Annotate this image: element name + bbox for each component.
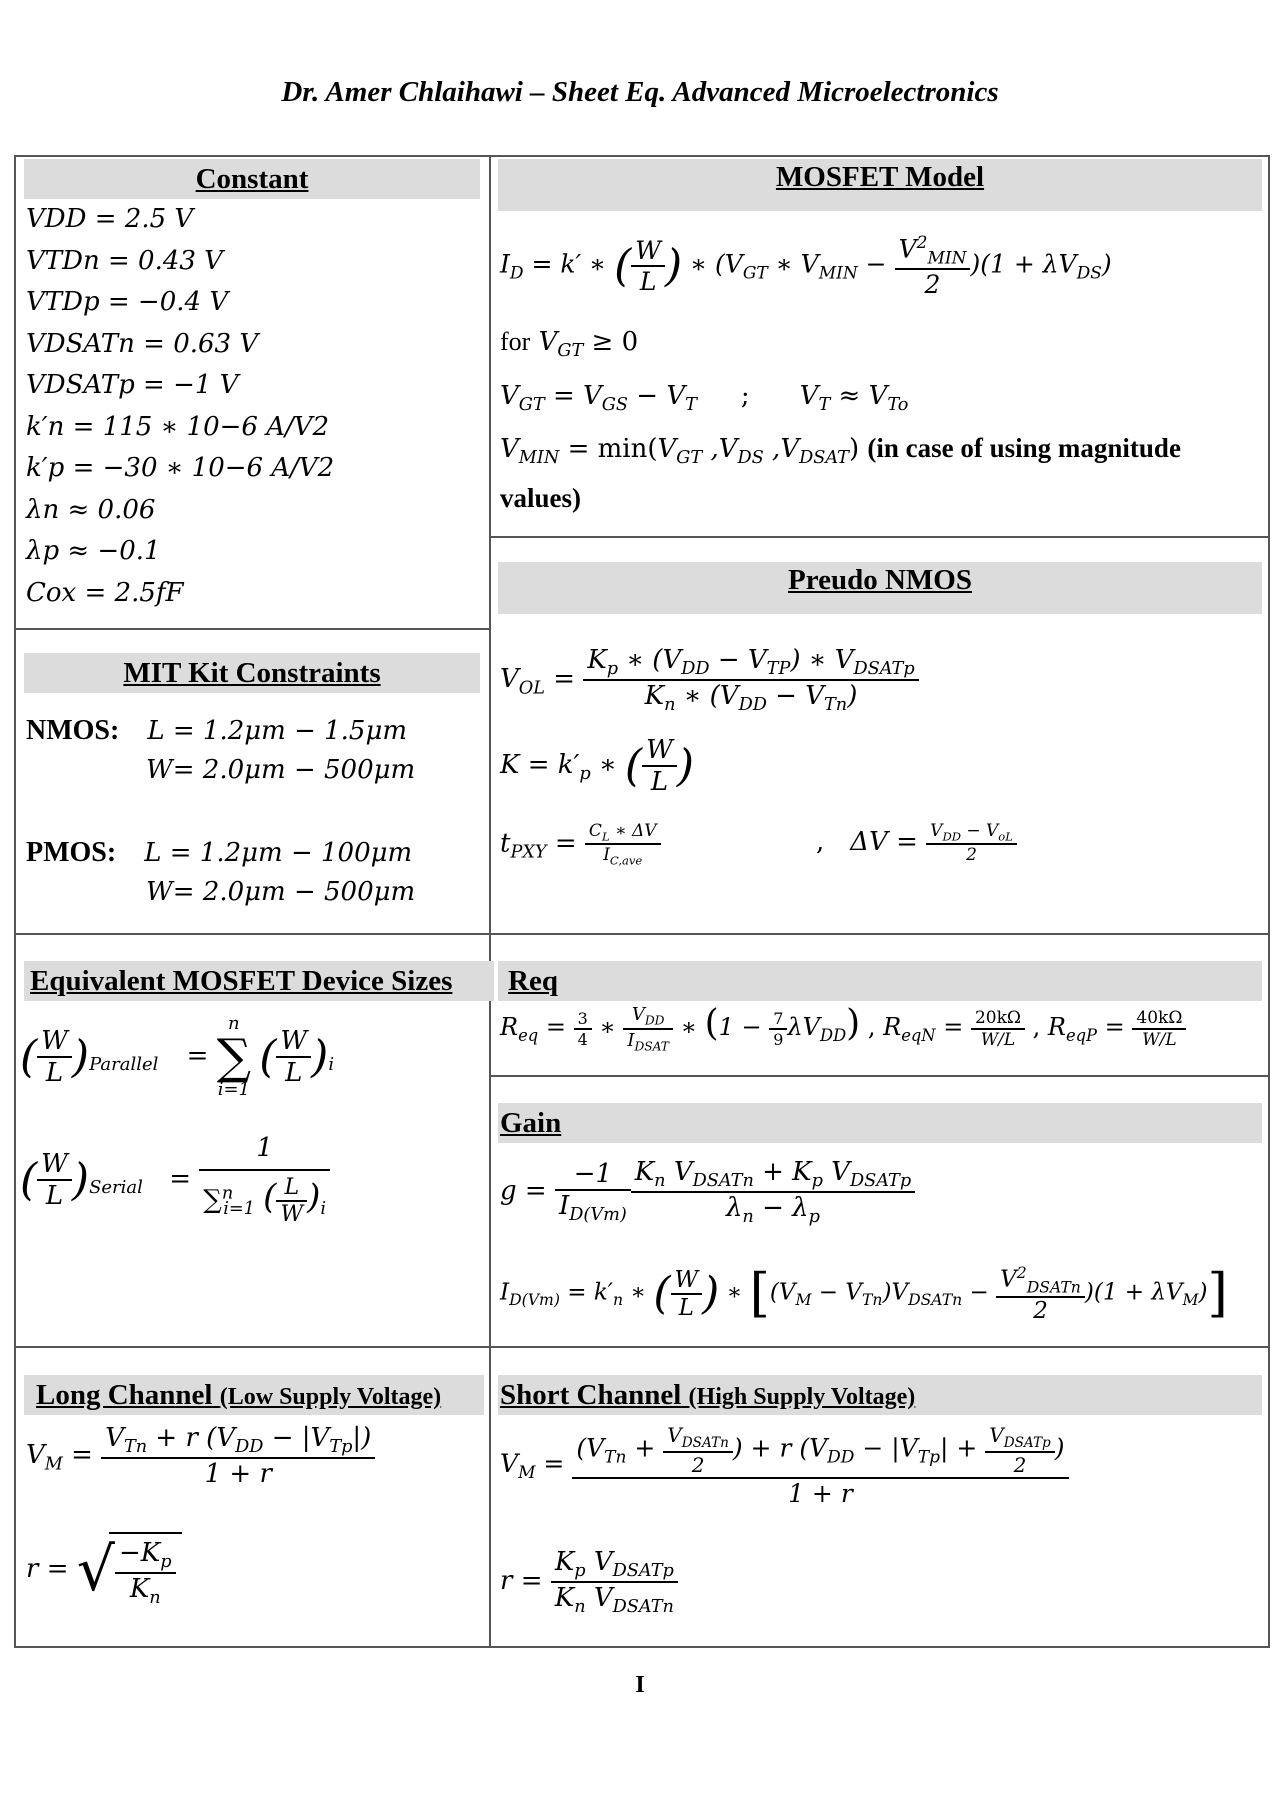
section-heading: MOSFET Model: [498, 159, 1262, 211]
vmin-note-cont: values): [500, 483, 581, 513]
k-equation: $K = k'_p$ ∗ ( $\frac{W}{L}$ ): [500, 735, 694, 797]
constant-item: k′n = 115 ∗ 10−6 A/V2: [26, 411, 330, 442]
pmos-label: PMOS:: [26, 837, 117, 868]
serial-label: Serial: [89, 1177, 143, 1199]
reqn-value: 20kΩ: [971, 1008, 1025, 1030]
req-equation: $R_{eq}$ = $\frac{3}{4}$ ∗ $\frac{V_{DD}}{I_{DSAT}}$ ∗ (1 − $\frac{7}{9}$ $\lambda V_{DD}$) , $R_{eqN}$ = $\frac{20k\Omega}{W/L}$ , $R_{eqP}$ = $\frac{40k\Omega}{W/L}$: [500, 1003, 1186, 1053]
nmos-length: L = 1.2μm − 1.5μm: [147, 716, 408, 746]
divider: [16, 1346, 1268, 1348]
mosfet-section: [498, 159, 1262, 211]
reqp-value: 40kΩ: [1132, 1008, 1186, 1030]
equiv-section: [24, 961, 494, 1001]
vol-equation: $V_{OL}$ = $\frac{K_p ∗ (V_{DD} - V_{TP}) ∗ V_{DSATp}}{K_n ∗ (V_{DD} - V_{Tn})}$: [500, 645, 919, 715]
tpxy-equation: $t_{PXY}$ = $\frac{C_L ∗ \Delta V}{I_{C,ave}}$: [500, 821, 661, 868]
for-label: for: [500, 327, 531, 356]
id-equation: $I_D = k'$ ∗ ( $\frac{W}{L}$ ) ∗ ($V_{GT}$ ∗ $V_{MIN}$ − $\frac{V^2_{MIN}}{2}$ )$(1 + \lambda V_{DS})$: [500, 233, 1112, 300]
long-channel-title: Long Channel: [36, 1379, 213, 1411]
section-heading: Req: [498, 961, 1262, 1001]
parallel-equation: ( $\frac{W}{L}$ )$_{Parallel}$ = n ∑ i=1 ( $\frac{W}{L}$ )$_i$: [20, 1013, 335, 1100]
gain-equation: g = $\frac{-1}{I_{D(Vm)}}$ $\frac{K_n V_{DSATn} + K_p V_{DSATp}}{\lambda_n - \lambda_p}$: [500, 1157, 915, 1227]
constant-item: VDSATn = 0.63 V: [26, 328, 259, 359]
id-vm-equation: $I_{D(Vm)} = k'_n$ ∗ ( $\frac{W}{L}$ ) ∗ [$(V_M - V_{Tn})V_{DSATn}$ − $\frac{V^2_{DSATn}}{2}$ )$(1 + \lambda V_M)$]: [500, 1263, 1228, 1325]
pmos-row: [26, 837, 412, 869]
constant-item: VDD = 2.5 V: [26, 204, 194, 234]
vmin-equation: $V_{MIN} = \min(V_{GT}$ $,V_{DS}$ $,V_{DSAT}$) (in case of using magnitude: [500, 433, 1181, 469]
page-number: I: [635, 1672, 645, 1698]
constant-item: VDSATp = −1 V: [26, 370, 239, 400]
delta-v-equation: , ΔV = $\frac{V_{DD} - V_{oL}}{2}$: [816, 821, 1017, 865]
short-channel-title: Short Channel: [500, 1379, 682, 1411]
section-heading: [24, 1375, 484, 1415]
pseudo-nmos-section: [498, 562, 1262, 614]
divider: [490, 1075, 1268, 1077]
mit-section: [24, 653, 480, 693]
constant-item: VTDn = 0.43 V: [26, 245, 223, 276]
section-heading: Preudo NMOS: [498, 562, 1262, 614]
section-heading: [498, 1375, 1262, 1415]
gain-section: [498, 1103, 1262, 1143]
divider: [490, 536, 1268, 538]
divider: [16, 628, 490, 630]
req-section: [498, 961, 1262, 1001]
short-channel-section: [498, 1375, 1262, 1415]
constant-list: [26, 199, 334, 614]
long-channel-subtitle: (Low Supply Voltage): [219, 1384, 442, 1410]
nmos-label: NMOS:: [26, 715, 120, 746]
long-channel-section: [24, 1375, 484, 1415]
parallel-label: Parallel: [89, 1054, 159, 1076]
pmos-width: W= 2.0μm − 500μm: [146, 877, 416, 907]
section-heading: Equivalent MOSFET Device Sizes: [24, 961, 494, 1001]
for-condition: for $V_{GT} \ge 0$: [500, 327, 639, 362]
constant-item: Cox = 2.5fF: [26, 577, 184, 608]
page-title: Dr. Amer Chlaihawi – Sheet Eq. Advanced Microelectronics: [281, 76, 999, 108]
short-vm-equation: $V_M$ = ($V_{Tn}$ + $\frac{V_{DSATn}}{2}$ ) + r ($V_{DD} - |V_{Tp}|$ + $\frac{V_{DSATp}}{2}$ ) 1 + r: [500, 1423, 1069, 1508]
equation-table: [14, 155, 1270, 1648]
serial-equation: ( $\frac{W}{L}$ )$_{Serial}$ = 1 ∑$^n_{i=1}$ ( $\frac{L}{W}$ )$_i$: [20, 1133, 330, 1227]
constant-item: k′p = −30 ∗ 10−6 A/V2: [26, 453, 335, 483]
section-heading: Constant: [24, 159, 480, 199]
long-r-equation: r = √ $\frac{-K_p}{K_n}$: [26, 1532, 182, 1608]
vmin-note: (in case of using magnitude: [867, 433, 1181, 463]
constant-item: λn ≈ 0.06: [26, 494, 156, 525]
vgt-equation: $V_{GT} = V_{GS} - V_T$ ; $V_T \approx V_{To}$: [500, 381, 909, 416]
short-channel-subtitle: (High Supply Voltage): [688, 1384, 916, 1410]
nmos-width: W= 2.0μm − 500μm: [146, 755, 416, 785]
section-heading: Gain: [498, 1103, 1262, 1143]
pmos-length: L = 1.2μm − 100μm: [144, 838, 413, 868]
section-heading: MIT Kit Constraints: [24, 653, 480, 693]
column-divider: [489, 157, 491, 1646]
short-r-equation: r = $\frac{K_p V_{DSATp}}{K_n V_{DSATn}}$: [500, 1547, 678, 1617]
constant-section: [24, 159, 480, 199]
constant-item: VTDp = −0.4 V: [26, 287, 229, 317]
divider: [16, 933, 1268, 935]
long-vm-equation: $V_M$ = $\frac{V_{Tn} + r (V_{DD} - |V_{Tp}|)}{1 + r}$: [26, 1423, 375, 1489]
nmos-row: [26, 715, 407, 747]
constant-item: λp ≈ −0.1: [26, 536, 161, 566]
